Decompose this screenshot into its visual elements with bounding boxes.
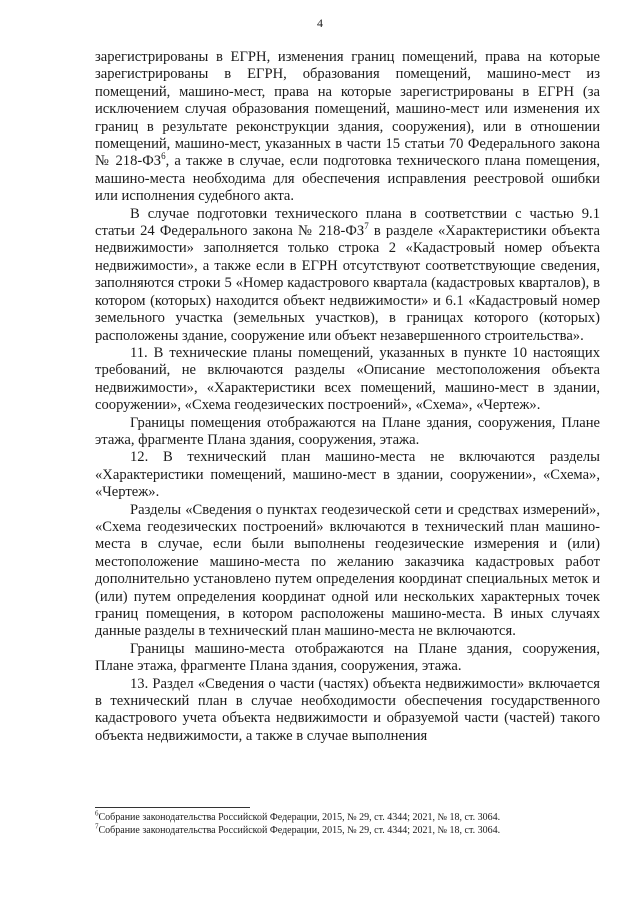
paragraph: Границы помещения отображаются на Плане здания, сооружения, Плане этажа, фрагменте Плана здания, сооружения, этажа. bbox=[95, 414, 600, 448]
paragraph: В случае подготовки технического плана в соответствии с частью 9.1 статьи 24 Федерального закона № $218-ФЗ^7$ в разделе «Характеристики объекта недвижимости» заполняется только строка 2 «Кадастровый номер объекта недвижимости», а также если в ЕГРН отсутствуют соответствующие сведения, заполняются строки 5 «Номер кадастрового квартала (кадастровых кварталов), в котором (которых) находится объект недвижимости» и 6.1 «Кадастровый номер земельного участка (земельных участков), в границах которого (которых) расположены здание, сооружение или объект незавершенного строительства». bbox=[95, 205, 600, 344]
paragraph: Разделы «Сведения о пунктах геодезической сети и средствах измерений», «Схема геодезических построений» включаются в технический план машино-места в случае, если были выполнены геодезические измерения и (или) местоположение машино-места по желанию заказчика кадастровых работ дополнительно установлено путем определения координат специальных меток и (или) путем определения координат одной или нескольких характерных точек границ помещения, в котором расположены машино-места. В иных случаях данные разделы в технический план машино-места не включаются. bbox=[95, 501, 600, 640]
paragraph-item-12: 12. В технический план машино-места не включаются разделы «Характеристики помещений, машино-мест в здании, сооружении», «Схема», «Чертеж». bbox=[95, 449, 600, 501]
paragraph: Границы машино-места отображаются на Плане здания, сооружения, Плане этажа, фрагменте Плана здания, сооружения, этажа. bbox=[95, 640, 600, 675]
footnotes bbox=[95, 811, 600, 837]
paragraph-item-11: 11. В технические планы помещений, указанных в пункте 10 настоящих требований, не включаются разделы «Описание местоположения объекта недвижимости», «Характеристики всех помещений, машино-мест в здании, сооружении», «Схема геодезических построений», «Схема», «Чертеж». bbox=[95, 344, 600, 414]
page-number: 4 bbox=[317, 16, 323, 30]
paragraph: зарегистрированы в ЕГРН, изменения границ помещений, права на которые зарегистрированы в ЕГРН, образования помещений, машино-мест из помещений, машино-мест, права на которые зарегистрированы в ЕГРН (за исключением случая образования помещений, машино-мест или изменения их границ в результате реконструкции здания, сооружения), или в отношении помещений, машино-мест, указанных в части 15 статьи 70 Федерального закона № $218-ФЗ^6$, а также в случае, если подготовка технического плана помещения, машино-места необходима для обеспечения исправления реестровой ошибки или исполнения судебного акта. bbox=[95, 49, 600, 205]
footnote: $^7$Собрание законодательства Российской Федерации, 2015, № 29, ст. 4344; 2021, № 18, ст. 3064. bbox=[95, 822, 501, 836]
body-text bbox=[95, 49, 600, 745]
paragraph-item-13: 13. Раздел «Сведения о части (частях) объекта недвижимости» включается в технический план в случае необходимости обеспечения государственного кадастрового учета объекта недвижимости и образуемой части (частей) такого объекта недвижимости, а также в случае выполнения bbox=[95, 675, 600, 744]
footnote-separator bbox=[95, 807, 250, 808]
footnote: $^6$Собрание законодательства Российской Федерации, 2015, № 29, ст. 4344; 2021, № 18, ст. 3064. bbox=[95, 809, 501, 823]
